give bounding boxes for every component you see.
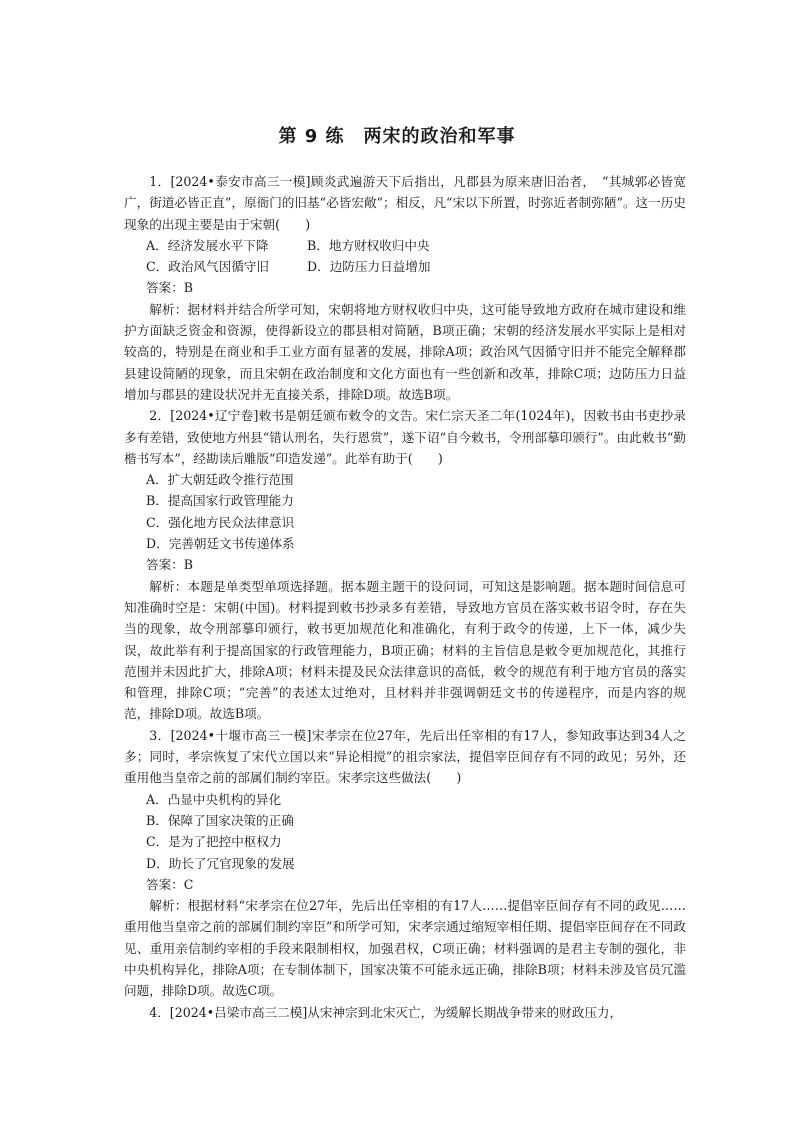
q4-stem: 4．[2024•吕梁市高三二模]从宋神宗到北宋灭亡，为缓解长期战争带来的财政压力， — [149, 1004, 623, 1020]
q1-options-row-2 — [124, 256, 686, 277]
q3-stem: 3．[2024•十堰市高三一模]宋孝宗在位27年，先后出任宰相的有17人，参知政事达到34人之多；同时，孝宗恢复了宋代立国以来“异论相搅”的祖宗家法，提倡宰臣间存有不同的政见；另外，还重用他当皇帝之前的部属们制约宰臣。宋孝宗这些做法( ) — [124, 727, 686, 786]
q2-option-b: B．提高国家行政管理能力 — [146, 493, 294, 509]
q3-option-b: B．保障了国家决策的正确 — [146, 812, 294, 828]
q1-answer: 答案：B — [146, 280, 194, 296]
document-body — [124, 171, 686, 1023]
q3-option-c: C．是为了把控中枢权力 — [146, 834, 282, 850]
q2-analysis: 解析：本题是单类型单项选择题。据本题主题干的设问词，可知这是影响题。据本题时间信息可知准确时空是：宋朝(中国)。材料提到敕书抄录多有差错，导致地方官员在落实敕书诏令时，存在失当的现象，故令刑部摹印颁行，敕书更加规范化和准确化，有利于政令的传递，上下一体，减少失误，故此举有利于提高国家的行政管理能力，B项正确；材料的主旨信息是敕令更加规范化，其推行范围并未因此扩大，排除A项；材料未提及民众法律意识的高低，敕令的规范有利于地方官员的落实和管理，排除C项；“完善”的表述太过绝对，且材料并非强调朝廷文书的传递程序，而是内容的规范，排除D项。故选B项。 — [124, 578, 686, 722]
q2-stem: 2．[2024•辽宁卷]敕书是朝廷颁布敕令的文告。宋仁宗天圣二年(1024年)，因敕书由书吏抄录多有差错，致使地方州县“错认刑名，失行恩赏”，遂下诏“自今敕书，令刑部摹印颁行”。由此敕书“勤楷书写本”，经勘读后雕版“印造发递”。此举有助于( ) — [124, 408, 686, 466]
q1-option-b: B．地方财权收归中央 — [307, 237, 430, 253]
page-title: 第 9 练 两宋的政治和军事 — [278, 126, 516, 147]
q1-option-c: C．政治风气因循守旧 — [146, 259, 269, 275]
q1-stem: 1．[2024•泰安市高三一模]顾炎武遍游天下后指出，凡郡县为原来唐旧治者， “其城郭必皆宽广，街道必皆正直”，原衙门的旧基“必皆宏敞”；相反，凡“宋以下所置，时弥近者制弥陋”。这一历史现象的出现主要是由于宋朝( ) — [124, 174, 686, 232]
q1-options-row-1 — [124, 235, 686, 256]
q1-option-d: D．边防压力日益增加 — [307, 259, 431, 275]
q1-option-a: A．经济发展水平下降 — [146, 237, 269, 253]
q2-option-a: A．扩大朝廷政令推行范围 — [146, 472, 294, 488]
q3-option-d: D．助长了冗官现象的发展 — [146, 855, 295, 871]
q1-analysis: 解析：据材料并结合所学可知，宋朝将地方财权收归中央，这可能导致地方政府在城市建设和维护方面缺乏资金和资源，使得新设立的郡县相对简陋，B项正确；宋朝的经济发展水平实际上是相对较高的，特别是在商业和手工业方面有显著的发展，排除A项；政治风气因循守旧并不能完全解释郡县建设简陋的现象，而且宋朝在政治制度和文化方面也有一些创新和改革，排除C项；边防压力日益增加与郡县的建设状况并无直接关系，排除D项。故选B项。 — [124, 301, 686, 402]
q2-option-d: D．完善朝廷文书传递体系 — [146, 536, 295, 552]
q3-option-a: A．凸显中央机构的异化 — [146, 791, 282, 807]
q2-answer: 答案：B — [146, 557, 194, 573]
q3-answer: 答案：C — [146, 876, 194, 892]
q3-analysis: 解析：根据材料“宋孝宗在位27年，先后出任宰相的有17人……提倡宰臣间存有不同的政见……重用他当皇帝之前的部属们制约宰臣”和所学可知，宋孝宗通过缩短宰相任期、提倡宰臣间存在不同政见、重用亲信制约宰相的手段来限制相权，加强君权，C项正确；材料强调的是君主专制的强化，非中央机构异化，排除A项；在专制体制下，国家决策不可能永远正确，排除B项；材料未涉及官员冗滥问题，排除D项。故选C项。 — [124, 898, 686, 999]
q2-option-c: C．强化地方民众法律意识 — [146, 514, 295, 530]
